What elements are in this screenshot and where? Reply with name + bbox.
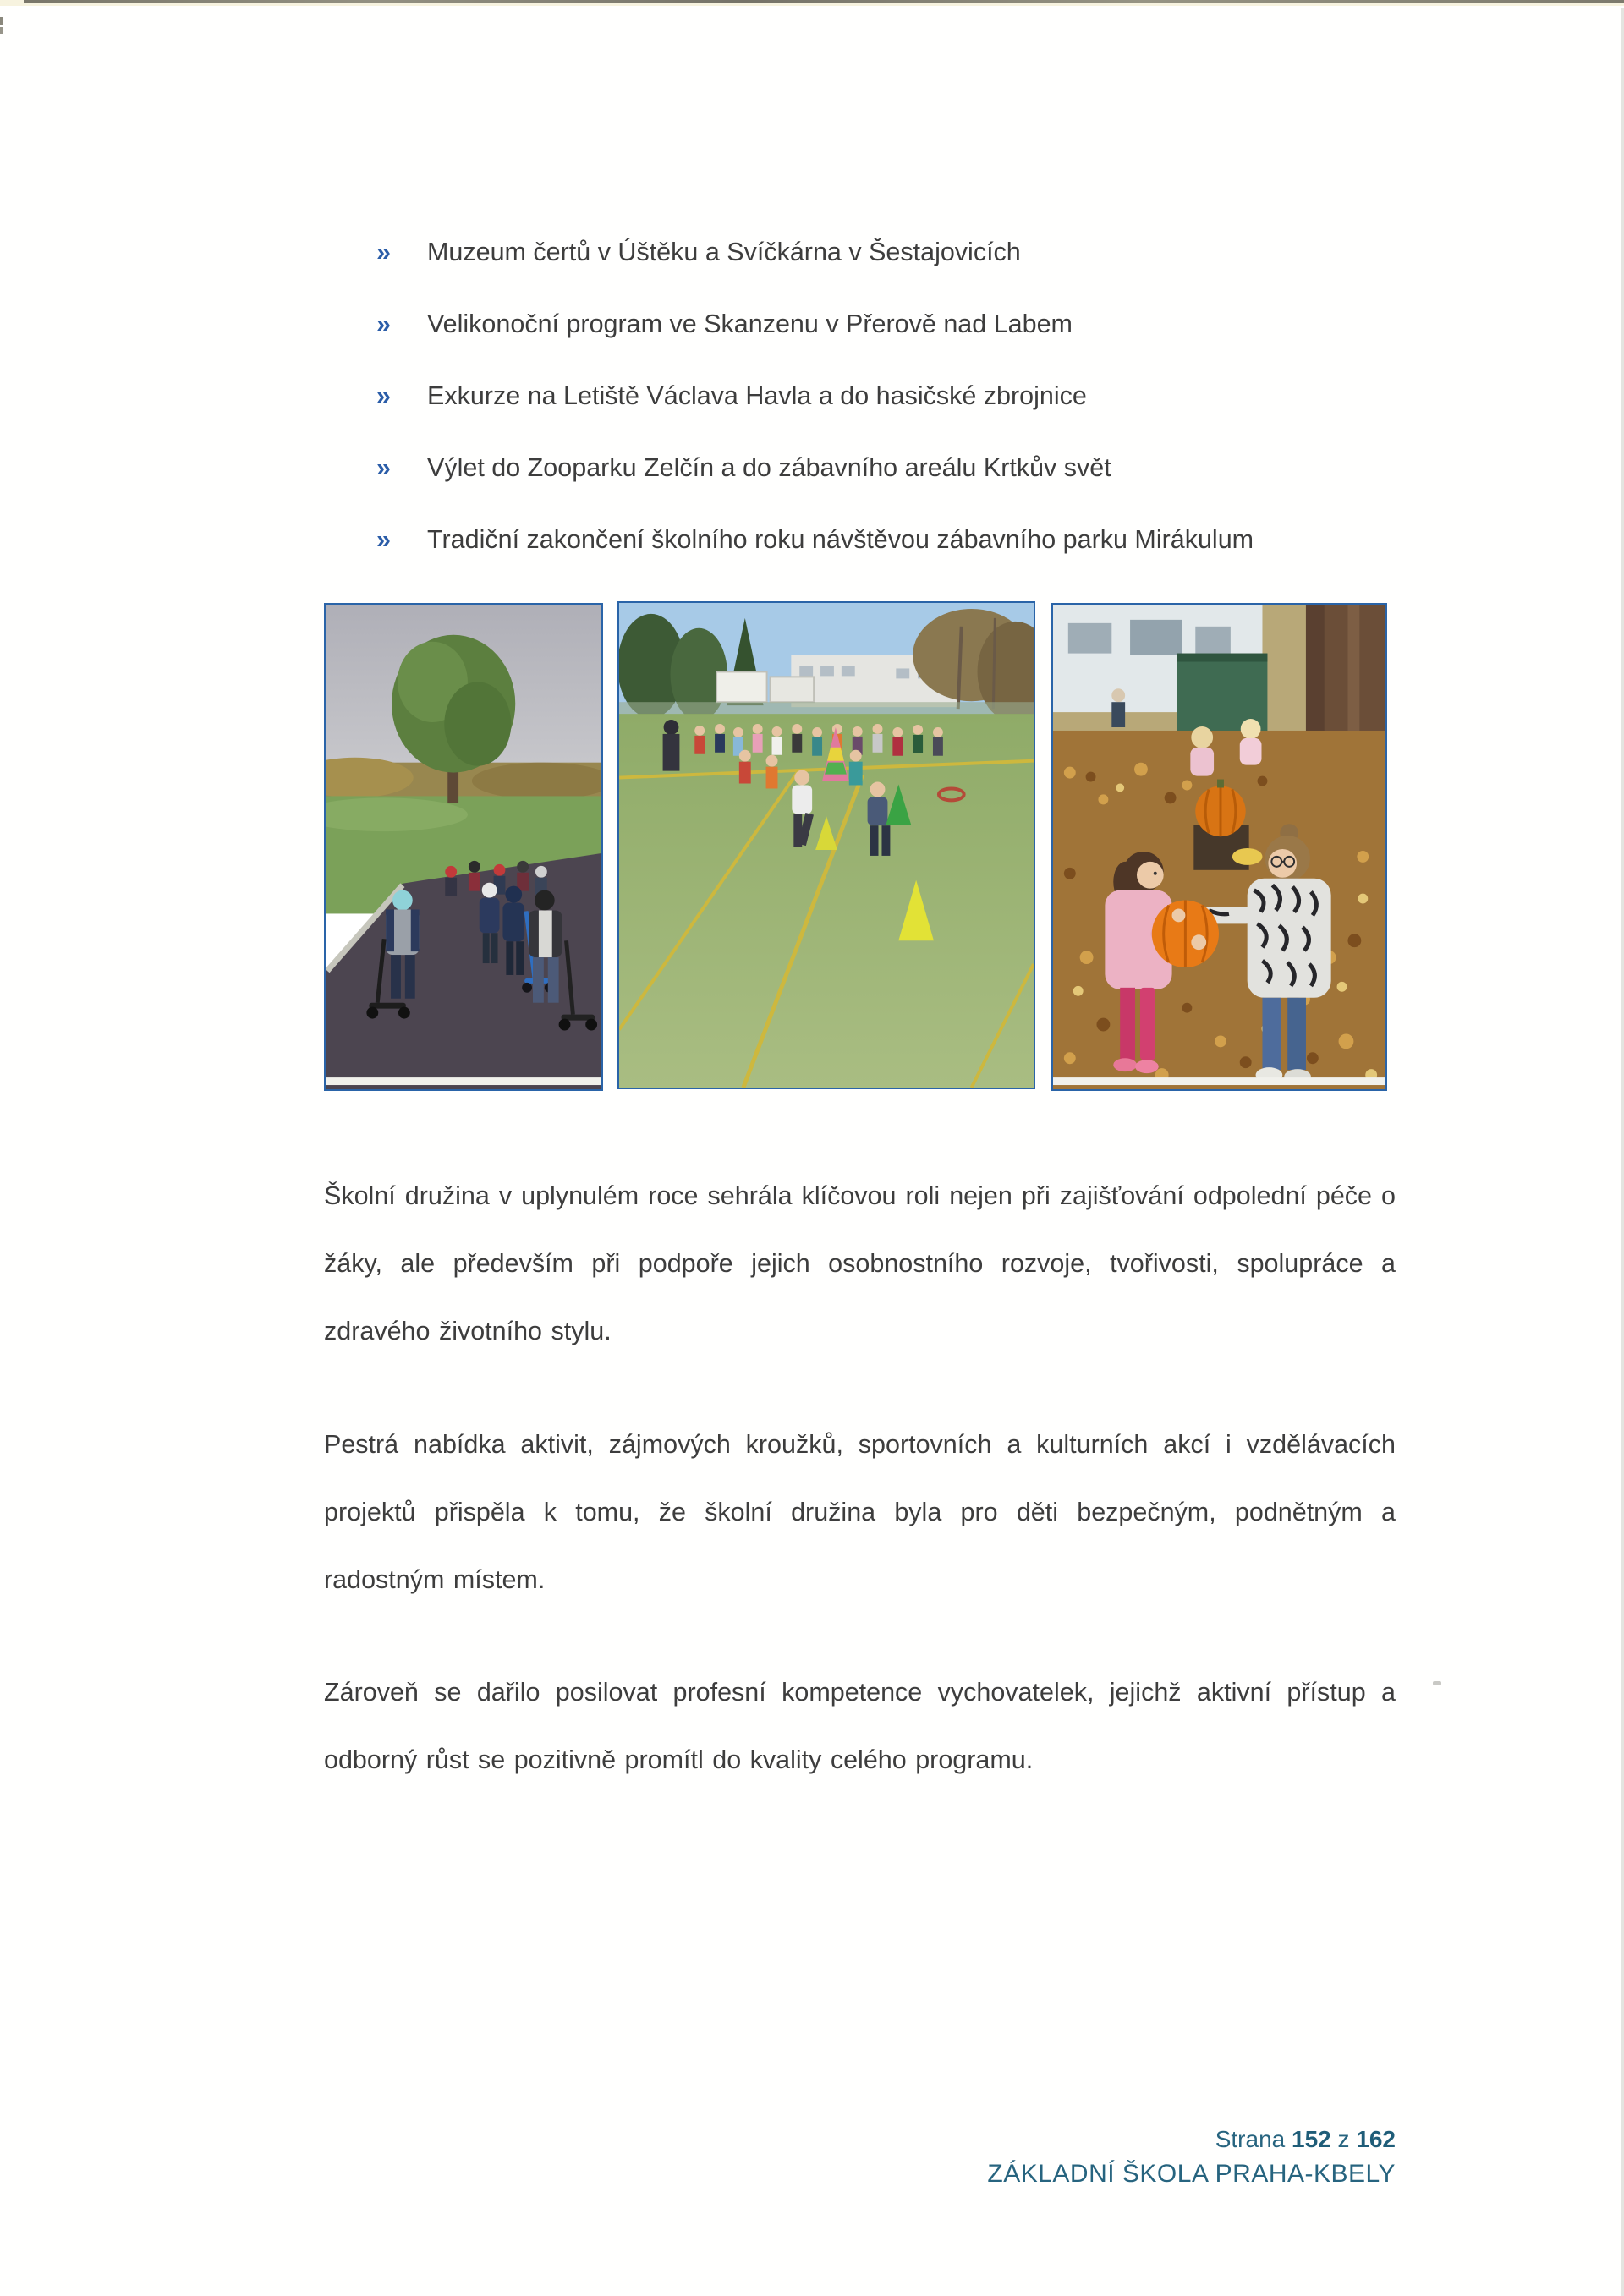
list-item — [376, 239, 1391, 266]
photo-illustration — [326, 605, 601, 1089]
scan-speck — [1433, 1681, 1441, 1685]
school-name: ZÁKLADNÍ ŠKOLA PRAHA-KBELY — [987, 2160, 1396, 2188]
of-label: z — [1337, 2126, 1350, 2152]
scan-edge-right — [1621, 8, 1624, 2296]
bullet-marker-icon: » — [376, 381, 391, 410]
bullet-marker-icon: » — [376, 238, 391, 266]
photo-illustration — [1053, 605, 1385, 1089]
event-list — [376, 239, 1391, 599]
bullet-text: Exkurze na Letiště Václava Havla a do hasičské zbrojnice — [427, 381, 1087, 410]
page-indicator — [987, 2124, 1396, 2155]
list-item — [376, 383, 1391, 409]
paragraph: Zároveň se dařilo posilovat profesní kompetence vychovatelek, jejichž aktivní přístup a odborný růst se pozitivně promítl do kvality celého programu. — [324, 1678, 1396, 1774]
page-footer — [987, 2124, 1396, 2194]
bullet-text: Tradiční zakončení školního roku návštěvou zábavního parku Mirákulum — [427, 525, 1254, 554]
bullet-marker-icon: » — [376, 310, 391, 338]
photo-pumpkin-autumn-activity — [1051, 603, 1387, 1091]
list-item — [376, 455, 1391, 481]
page-number: 152 — [1292, 2126, 1331, 2152]
photo-illustration — [619, 603, 1034, 1088]
photo-sports-field-games — [617, 601, 1035, 1089]
bullet-marker-icon: » — [376, 525, 391, 554]
paragraph: Školní družina v uplynulém roce sehrála klíčovou roli nejen při zajišťování odpolední péče o žáky, ale především při podpoře jejich osobnostního rozvoje, tvořivosti, spolupráce a zdravého životního stylu. — [324, 1181, 1396, 1345]
list-item — [376, 311, 1391, 337]
scan-mark — [0, 27, 3, 34]
photo-children-on-scooters — [324, 603, 603, 1091]
bullet-text: Velikonoční program ve Skanzenu v Přerově nad Labem — [427, 310, 1073, 338]
paragraph: Pestrá nabídka aktivit, zájmových kroužků, sportovních a kulturních akcí i vzdělávacích projektů přispěla k tomu, že školní družina byla pro děti bezpečným, podnětným a radostným místem. — [324, 1430, 1396, 1594]
bullet-marker-icon: » — [376, 453, 391, 482]
scan-edge-line — [24, 0, 1624, 3]
bullet-text: Výlet do Zooparku Zelčín a do zábavního areálu Krtkův svět — [427, 453, 1111, 482]
page-label: Strana — [1215, 2126, 1286, 2152]
scan-mark — [0, 17, 3, 25]
total-pages: 162 — [1356, 2126, 1396, 2152]
list-item — [376, 527, 1391, 553]
bullet-text: Muzeum čertů v Úštěku a Svíčkárna v Šestajovicích — [427, 238, 1021, 266]
